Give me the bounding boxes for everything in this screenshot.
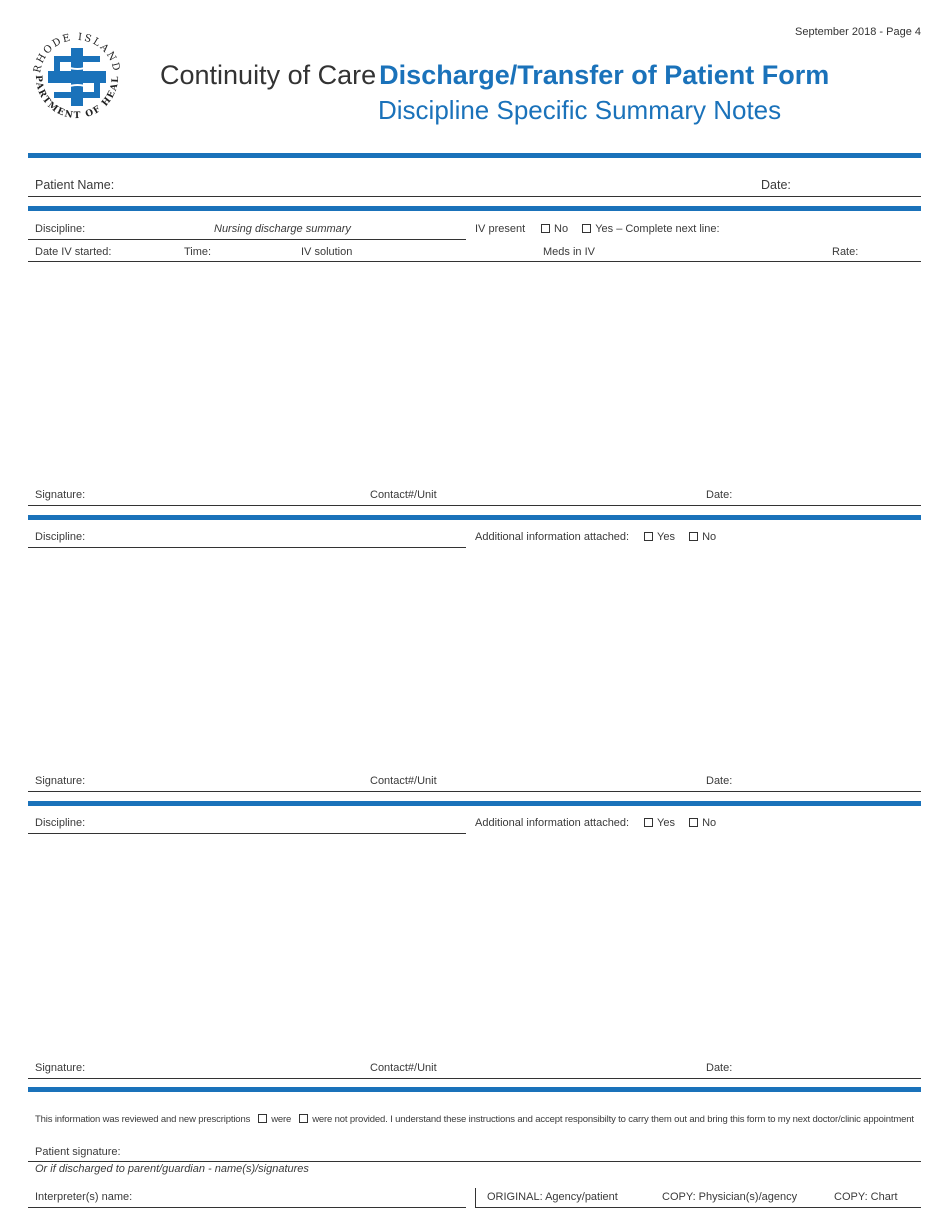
additional-info-options <box>644 531 716 543</box>
page-info: September 2018 - Page 4 <box>795 26 921 38</box>
additional-info-options <box>644 817 716 829</box>
prescription-statement <box>35 1114 914 1125</box>
chart-copy-label: COPY: Chart <box>834 1191 898 1203</box>
section3-divider <box>28 801 921 806</box>
section2-notes-area[interactable] <box>28 549 921 771</box>
additional-info-label: Additional information attached: <box>475 817 630 829</box>
additional-info-label: Additional information attached: <box>475 531 630 543</box>
original-copy-label: ORIGINAL: Agency/patient <box>487 1191 618 1203</box>
additional-no-checkbox[interactable] <box>689 818 698 827</box>
interpreter-label: Interpreter(s) name: <box>35 1191 133 1203</box>
iv-no-checkbox[interactable] <box>541 224 550 233</box>
patient-signature-line[interactable] <box>28 1161 921 1162</box>
form-title <box>160 60 829 91</box>
iv-yes-checkbox[interactable] <box>582 224 591 233</box>
additional-no-checkbox[interactable] <box>689 532 698 541</box>
date-iv-started-label: Date IV started: <box>35 246 112 258</box>
additional-yes-label: Yes <box>657 531 675 543</box>
signature-line[interactable] <box>28 1078 921 1079</box>
signature-date-label: Date: <box>706 489 733 501</box>
were-not-checkbox[interactable] <box>299 1114 308 1123</box>
meds-in-iv-label: Meds in IV <box>543 246 595 258</box>
guardian-label: Or if discharged to parent/guardian - name(s)/signatures <box>35 1163 309 1175</box>
patient-signature-label: Patient signature: <box>35 1146 121 1158</box>
section1-notes-area[interactable] <box>28 263 921 485</box>
additional-yes-checkbox[interactable] <box>644 818 653 827</box>
discipline-line[interactable] <box>28 239 466 240</box>
form-subtitle: Discipline Specific Summary Notes <box>378 95 782 125</box>
iv-present-label: IV present <box>475 223 526 235</box>
time-label: Time: <box>184 246 212 258</box>
header-divider <box>28 153 921 158</box>
signature-label: Signature: <box>35 1062 86 1074</box>
signature-line[interactable] <box>28 791 921 792</box>
physician-copy-label: COPY: Physician(s)/agency <box>662 1191 798 1203</box>
patient-name-line[interactable] <box>28 196 921 197</box>
iv-yes-label: Yes – Complete next line: <box>595 223 720 235</box>
were-not-label: were not provided. I understand these instructions and accept responsibilty to carry them out and bring this form to my next doctor/clinic appointment <box>312 1114 914 1125</box>
title-plain: Continuity of Care <box>160 60 377 90</box>
statement-start: This information was reviewed and new prescriptions <box>35 1114 251 1125</box>
were-checkbox[interactable] <box>258 1114 267 1123</box>
additional-yes-checkbox[interactable] <box>644 532 653 541</box>
footer-divider <box>28 1087 921 1092</box>
interpreter-line[interactable] <box>28 1207 466 1208</box>
rhode-island-health-logo <box>26 26 128 128</box>
section2-divider <box>28 515 921 520</box>
section3-notes-area[interactable] <box>28 835 921 1057</box>
svg-text:DEPARTMENT OF HEALTH: PARTMENT OF HEAL <box>32 74 122 122</box>
signature-label: Signature: <box>35 775 86 787</box>
contact-label: Contact#/Unit <box>370 489 437 501</box>
contact-label: Contact#/Unit <box>370 775 437 787</box>
additional-no-label: No <box>702 531 717 543</box>
iv-line[interactable] <box>28 261 921 262</box>
additional-yes-label: Yes <box>657 817 675 829</box>
discipline-value[interactable]: Nursing discharge summary <box>214 223 351 235</box>
discipline-label: Discipline: <box>35 531 86 543</box>
signature-label: Signature: <box>35 489 86 501</box>
additional-no-label: No <box>702 817 717 829</box>
iv-no-label: No <box>554 223 569 235</box>
rate-label: Rate: <box>832 246 859 258</box>
section1-divider <box>28 206 921 211</box>
discipline-label: Discipline: <box>35 223 86 235</box>
discipline-line[interactable] <box>28 547 466 548</box>
distribution-line <box>476 1207 921 1208</box>
patient-date-label[interactable]: Date: <box>761 178 791 192</box>
discipline-label: Discipline: <box>35 817 86 829</box>
iv-options <box>541 223 720 235</box>
patient-name-label: Patient Name: <box>35 178 115 192</box>
discipline-line[interactable] <box>28 833 466 834</box>
title-bold: Discharge/Transfer of Patient Form <box>379 60 830 90</box>
contact-label: Contact#/Unit <box>370 1062 437 1074</box>
svg-text:RHODE ISLAND: RHODE ISLAND <box>32 31 122 74</box>
signature-line[interactable] <box>28 505 921 506</box>
iv-solution-label: IV solution <box>301 246 353 258</box>
signature-date-label: Date: <box>706 1062 733 1074</box>
copy-distribution-separator <box>475 1188 476 1208</box>
were-label: were <box>271 1114 292 1125</box>
signature-date-label: Date: <box>706 775 733 787</box>
